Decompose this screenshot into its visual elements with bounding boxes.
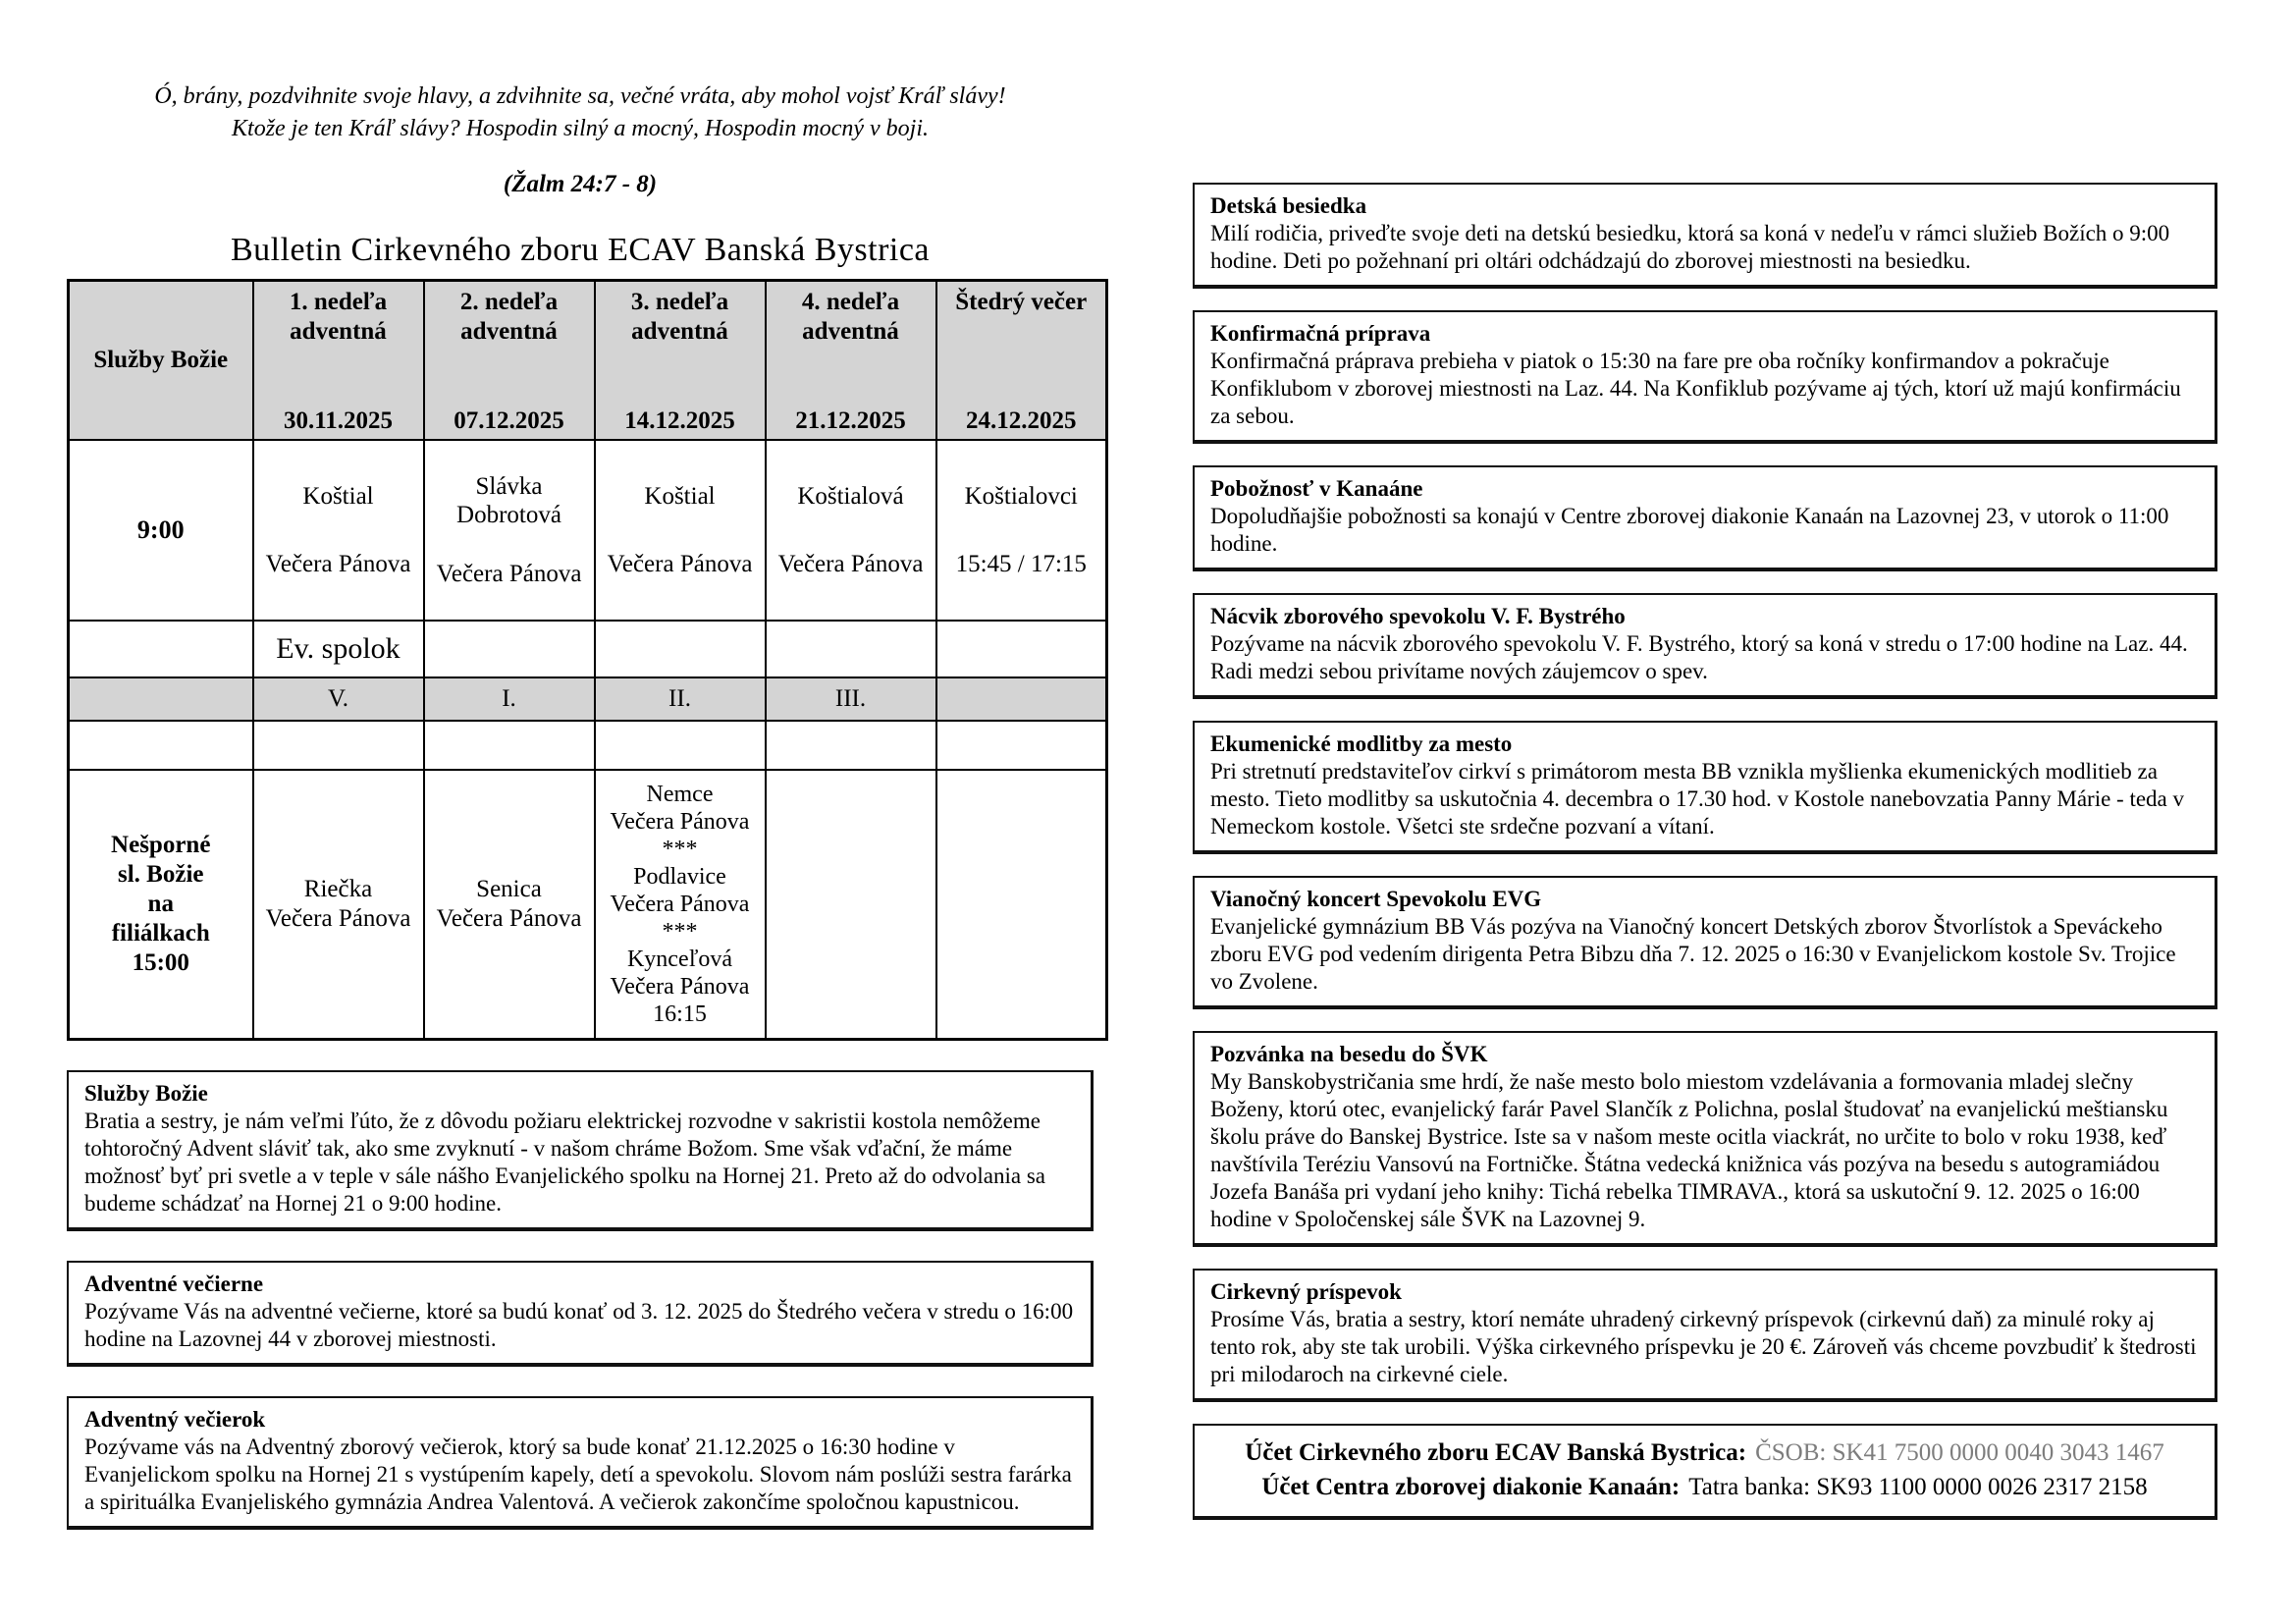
- notice-title: Adventný večierok: [84, 1407, 266, 1432]
- empty-cell: [253, 721, 424, 770]
- services-schedule-table: [67, 279, 1108, 1041]
- empty-cell: [936, 621, 1107, 677]
- notice-title: Cirkevný príspevok: [1210, 1279, 1402, 1304]
- service-cell: [936, 440, 1107, 621]
- communion-note: Večera Pánova: [607, 551, 753, 577]
- notice-box-adventny-vecierok: [67, 1396, 1094, 1530]
- morning-services-row: [69, 440, 1107, 621]
- column-header-advent-2: [424, 281, 595, 441]
- filial-line: Večera Pánova: [610, 892, 750, 917]
- empty-cell: [936, 770, 1107, 1040]
- spacer-row: [69, 721, 1107, 770]
- filial-line: Večera Pánova: [610, 974, 750, 1000]
- column-date: 07.12.2025: [454, 407, 564, 434]
- preacher: Slávka Dobrotová: [456, 473, 561, 529]
- column-label: 1. nedeľa adventná: [289, 289, 388, 345]
- quote-line-1: Ó, brány, pozdvihnite svoje hlavy, a zdvihnite sa, večné vráta, aby mohol vojsť Kráľ slávy!: [154, 83, 1006, 109]
- notice-box-konfirmacna-priprava: [1193, 310, 2217, 444]
- table-header-row: [69, 281, 1107, 441]
- communion-note: Večera Pánova: [265, 905, 411, 932]
- account-number: Tatra banka: SK93 1100 0000 0026 2317 2158: [1688, 1474, 2148, 1500]
- empty-cell: [424, 721, 595, 770]
- notice-title: Adventné večierne: [84, 1272, 264, 1296]
- account-line-church: [1210, 1435, 2199, 1470]
- notice-title: Detská besiedka: [1210, 193, 1367, 218]
- right-column: [1193, 183, 2217, 1542]
- psalm-reference: (Žalm 24:7 - 8): [503, 171, 658, 197]
- notice-body: Konfirmačná práprava prebieha v piatok o 15:30 na fare pre oba ročníky konfirmandov a pokračuje Konfiklubom v zborovej miestnosti na Laz. 44. Na Konfiklub pozývame aj tých, ktorí už majú konfirmáciu za sebou.: [1210, 349, 2181, 428]
- evangelical-society-row: [69, 621, 1107, 677]
- column-header-advent-3: [595, 281, 766, 441]
- notice-body: Dopoludňajšie pobožnosti sa konajú v Centre zborovej diakonie Kanaán na Lazovnej 23, v utorok o 11:00 hodine.: [1210, 504, 2169, 556]
- column-date: 24.12.2025: [966, 407, 1077, 434]
- account-number: ČSOB: SK41 7500 0000 0040 3043 1467: [1755, 1439, 2164, 1466]
- spolok-label: Ev. spolok: [276, 632, 400, 665]
- column-label: 4. nedeľa adventná: [801, 289, 900, 345]
- vespers-label-line: na: [147, 891, 174, 917]
- notice-title: Ekumenické modlitby za mesto: [1210, 731, 1513, 756]
- communion-note: Večera Pánova: [436, 560, 582, 587]
- empty-cell: [595, 621, 766, 677]
- notice-title: Pobožnosť v Kanaáne: [1210, 476, 1423, 501]
- column-date: 30.11.2025: [283, 407, 394, 434]
- spolok-cell: [253, 621, 424, 677]
- notice-title: Vianočný koncert Spevokolu EVG: [1210, 887, 1542, 911]
- notice-body: Prosíme Vás, bratia a sestry, ktorí nemáte uhradený cirkevný príspevok (cirkevnú daň) za minulé roky aj tento rok, aby ste tak urobili. Výška cirkevného príspevku je 20 €. Zároveň vás chceme povzbudiť k štedrosti pri milodaroch na cirkevné ciele.: [1210, 1307, 2197, 1386]
- preacher: Koštialovci: [964, 483, 1078, 510]
- vespers-label-cell: [69, 770, 253, 1040]
- empty-cell: [69, 721, 253, 770]
- column-header-advent-1: [253, 281, 424, 441]
- numeral-cell: V.: [253, 677, 424, 721]
- empty-cell: [424, 621, 595, 677]
- separator-line: ***: [662, 919, 698, 945]
- notice-body: Pozývame Vás na adventné večierne, ktoré sa budú konať od 3. 12. 2025 do Štedrého večera v stredu o 16:00 hodine na Lazovnej 44 v zborovej miestnosti.: [84, 1299, 1074, 1351]
- scripture-quote: [67, 81, 1094, 145]
- notice-body: Evanjelické gymnázium BB Vás pozýva na Vianočný koncert Detských zborov Štvorlístok a Speváckeho zboru EVG pod vedením dirigenta Petra Bibzu dňa 7. 12. 2025 o 16:30 v Evanjelickom kostole Sv. Trojice vo Zvolene.: [1210, 914, 2176, 994]
- vespers-cell-riecka: [253, 770, 424, 1040]
- column-label: 3. nedeľa adventná: [630, 289, 729, 345]
- empty-cell: [766, 721, 936, 770]
- notice-body: Pozývame vás na Adventný zborový večierok, ktorý sa bude konať 21.12.2025 o 16:30 hodine v Evanjelickom spolku na Hornej 21 s vystúpením kapely, detí a spevokolu. Slovom nám poslúži sestra farárka a spirituálka Evanjeliského gymnázia Andrea Valentová. A večierok zakončíme spoločnou kapustnicou.: [84, 1435, 1072, 1514]
- notice-body: Pozývame na nácvik zborového spevokolu V. F. Bystrého, ktorý sa koná v stredu o 17:00 hodine na Laz. 44. Radi medzi sebou privítame nových záujemcov o spev.: [1210, 631, 2188, 683]
- notice-box-poboznost-v-kanaane: [1193, 465, 2217, 571]
- notice-box-sluzby-bozie: [67, 1070, 1094, 1231]
- notice-body: Bratia a sestry, je nám veľmi ľúto, že z dôvodu požiaru elektrickej rozvodne v sakristii kostola nemôžeme tohtoročný Advent sláviť tak, ako sme zvyknutí - v našom chráme Božom. Sme však vďační, že máme možnosť byť pri svetle a v teple v sále nášho Evanjelického spolku na Hornej 21. Preto až do odvolania sa budeme schádzať na Hornej 21 o 9:00 hodine.: [84, 1109, 1046, 1216]
- vespers-label-line: Nešporné: [111, 832, 211, 858]
- account-label: Účet Centra zborovej diakonie Kanaán:: [1261, 1474, 1681, 1500]
- empty-cell: [936, 721, 1107, 770]
- vespers-label-line: 15:00: [132, 949, 189, 976]
- empty-cell: [595, 721, 766, 770]
- sunday-numerals-row: [69, 677, 1107, 721]
- time-cell: 9:00: [69, 440, 253, 621]
- communion-note: Večera Pánova: [777, 551, 924, 577]
- notice-body: Pri stretnutí predstaviteľov cirkví s primátorom mesta BB vznikla myšlienka ekumenických modlitieb za mesto. Tieto modlitby sa uskutočnia 4. decembra o 17.30 hod. v Kostole nanebovzatia Panny Márie - teda v Nemeckom kostole. Všetci ste srdečne pozvaní a vítaní.: [1210, 759, 2185, 839]
- column-header-advent-4: [766, 281, 936, 441]
- notice-title: Nácvik zborového spevokolu V. F. Bystrého: [1210, 604, 1626, 628]
- vespers-label-line: filiálkach: [111, 920, 210, 947]
- filial-name: Riečka: [303, 876, 373, 902]
- notice-body: My Banskobystričania sme hrdí, že naše mesto bolo miestom vzdelávania a formovania mladej slečny Boženy, ktorú otec, evanjelický farár Pavel Slančík z Polichna, poslal študovať na evanjelickú meštiansku školu práve do Banskej Bystrice. Iste sa v našom meste ocitla viackrát, no určite to bolo v roku 1938, keď navštívila Teréziu Vansovú na Fortničke. Štátna vedecká knižnica vás pozýva na besedu s autogramiádou Jozefa Banáša pri vydaní jeho knihy: Tichá rebelka TIMRAVA., ktorá sa uskutoční 9. 12. 2025 o 16:00 hodine v Spoločenskej sále ŠVK na Lazovnej 9.: [1210, 1069, 2168, 1231]
- filial-line: Nemce: [646, 782, 714, 807]
- filial-line: Kynceľová: [626, 947, 733, 972]
- column-label: 2. nedeľa adventná: [459, 289, 559, 345]
- corner-header-cell: Služby Božie: [69, 281, 253, 441]
- bank-accounts-box: [1193, 1424, 2217, 1520]
- column-date: 14.12.2025: [624, 407, 735, 434]
- empty-cell: [766, 621, 936, 677]
- communion-note: Večera Pánova: [436, 905, 582, 932]
- numeral-cell: II.: [595, 677, 766, 721]
- notice-box-detska-besiedka: [1193, 183, 2217, 289]
- service-cell: [595, 440, 766, 621]
- notice-body: Milí rodičia, priveďte svoje deti na detskú besiedku, ktorá sa koná v nedeľu v rámci služieb Božích o 9:00 hodine. Deti po požehnaní pri oltári odchádzajú do zborovej miestnosti na besiedku.: [1210, 221, 2170, 273]
- notice-title: Konfirmačná príprava: [1210, 321, 1431, 346]
- empty-cell: [766, 770, 936, 1040]
- account-label: Účet Cirkevného zboru ECAV Banská Bystrica:: [1245, 1439, 1747, 1466]
- notice-box-ekumenicke-modlitby: [1193, 721, 2217, 854]
- numeral-cell: I.: [424, 677, 595, 721]
- notice-box-cirkevny-prispevok: [1193, 1269, 2217, 1402]
- notice-box-pozvanka-svk: [1193, 1031, 2217, 1247]
- service-cell: [766, 440, 936, 621]
- notice-box-adventne-vecierne: [67, 1261, 1094, 1367]
- account-line-kanaan: [1210, 1470, 2199, 1504]
- filial-line: Večera Pánova: [610, 809, 750, 835]
- vespers-row: [69, 770, 1107, 1040]
- notice-title: Pozvánka na besedu do ŠVK: [1210, 1042, 1488, 1066]
- page-title: Bulletin Cirkevného zboru ECAV Banská Bystrica: [230, 232, 931, 268]
- empty-cell: [69, 677, 253, 721]
- vespers-cell-nemce-podlavice-kyncelova: [595, 770, 766, 1040]
- column-date: 21.12.2025: [795, 407, 906, 434]
- column-label: Štedrý večer: [955, 289, 1088, 315]
- service-times: 15:45 / 17:15: [955, 551, 1087, 577]
- numeral-cell: III.: [766, 677, 936, 721]
- separator-line: ***: [662, 837, 698, 862]
- preacher: Koštial: [302, 483, 374, 510]
- service-cell: [253, 440, 424, 621]
- vespers-cell-senica: [424, 770, 595, 1040]
- quote-line-2: Ktože je ten Kráľ slávy? Hospodin silný a mocný, Hospodin mocný v boji.: [232, 116, 929, 141]
- notice-box-vianocny-koncert: [1193, 876, 2217, 1009]
- filial-line: 16:15: [653, 1001, 707, 1027]
- notice-title: Služby Božie: [84, 1081, 208, 1106]
- preacher: Koštialová: [797, 483, 904, 510]
- filial-name: Senica: [476, 876, 542, 902]
- filial-line: Podlavice: [633, 864, 726, 890]
- vespers-label-line: sl. Božie: [118, 861, 204, 888]
- numeral-cell: [936, 677, 1107, 721]
- column-header-christmas-eve: [936, 281, 1107, 441]
- notice-box-nacvik-spevokolu: [1193, 593, 2217, 699]
- empty-cell: [69, 621, 253, 677]
- service-cell: [424, 440, 595, 621]
- preacher: Koštial: [644, 483, 716, 510]
- left-column: [67, 0, 1094, 1530]
- communion-note: Večera Pánova: [265, 551, 411, 577]
